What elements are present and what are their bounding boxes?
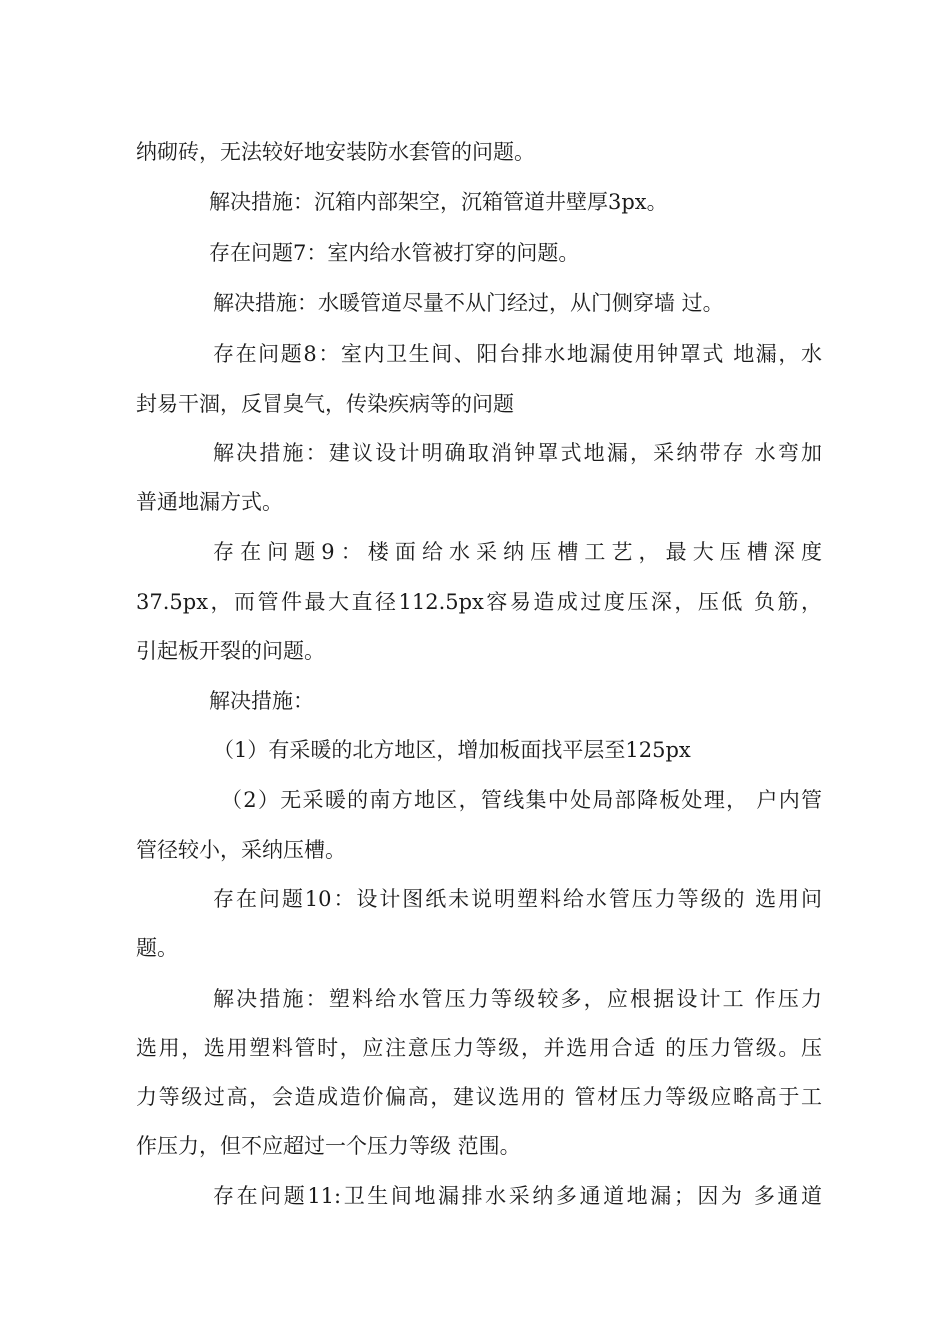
text-line: 解决措施：水暖管道尽量不从门经过，从门侧穿墙 过。 — [213, 291, 724, 315]
text-line: （2）无采暖的南方地区，管线集中处局部降板处理， 户内管 — [221, 788, 822, 812]
text-line: 存在问题7：室内给水管被打穿的问题。 — [209, 241, 580, 265]
text-line: 封易干涸，反冒臭气，传染疾病等的问题 — [136, 392, 514, 416]
text-line: 力等级过高，会造成造价偏高，建议选用的 管材压力等级应略高于工 — [136, 1085, 822, 1109]
text-line: 37.5px，而管件最大直径112.5px容易造成过度压深，压低 负筋， — [136, 590, 822, 614]
text-line: 解决措施：建议设计明确取消钟罩式地漏，采纳带存 水弯加 — [213, 441, 822, 465]
text-line: 存在问题9：楼面给水采纳压槽工艺，最大压槽深度 — [213, 540, 822, 564]
text-line: 作压力，但不应超过一个压力等级 范围。 — [136, 1134, 521, 1158]
text-line: 纳砌砖，无法较好地安装防水套管的问题。 — [136, 140, 535, 164]
text-line: 存在问题8：室内卫生间、阳台排水地漏使用钟罩式 地漏，水 — [213, 342, 822, 366]
text-line: （1）有采暖的北方地区，增加板面找平层至125px — [213, 738, 691, 762]
text-line: 引起板开裂的问题。 — [136, 639, 325, 663]
text-line: 存在问题10：设计图纸未说明塑料给水管压力等级的 选用问 — [213, 887, 822, 911]
text-line: 解决措施：塑料给水管压力等级较多，应根据设计工 作压力 — [213, 987, 822, 1011]
text-line: 管径较小，采纳压槽。 — [136, 838, 346, 862]
text-line: 解决措施： — [209, 689, 314, 713]
text-line: 题。 — [136, 936, 178, 960]
text-line: 解决措施：沉箱内部架空，沉箱管道井壁厚3px。 — [209, 190, 668, 214]
text-line: 选用，选用塑料管时，应注意压力等级，并选用合适 的压力管级。压 — [136, 1036, 822, 1060]
text-line: 普通地漏方式。 — [136, 490, 283, 514]
text-line: 存在问题11:卫生间地漏排水采纳多通道地漏；因为 多通道 — [213, 1184, 822, 1208]
